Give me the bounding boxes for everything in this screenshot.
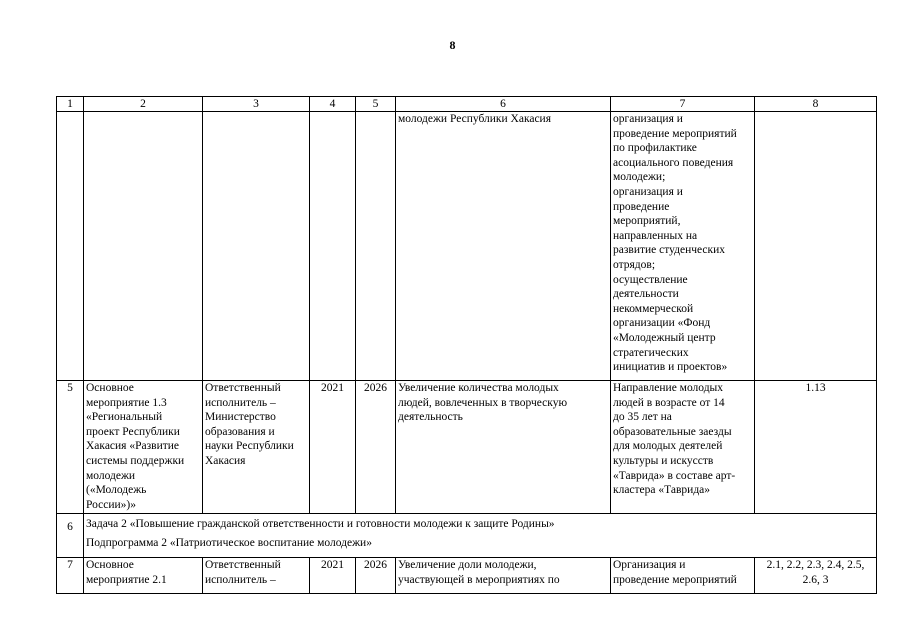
table-row-continued [57, 112, 877, 381]
cell-executor: Ответственный исполнитель – [203, 558, 310, 594]
cell-activities: Направление молодых людей в возрасте от 14 до 35 лет на образовательные заезды для молодых деятелей культуры и искусств «Таврида» в составе арт- кластера «Таврида» [611, 381, 755, 514]
table-row-7 [57, 558, 877, 594]
cell-end-year: 2026 [356, 558, 396, 594]
header-row [57, 97, 877, 112]
header-col-1: 1 [57, 97, 84, 112]
header-col-6: 6 [396, 97, 611, 112]
cell-executor: Ответственный исполнитель – Министерство образования и науки Республики Хакасия [203, 381, 310, 514]
table-row-6 [57, 514, 877, 558]
header-col-2: 2 [84, 97, 203, 112]
header-col-3: 3 [203, 97, 310, 112]
cell-expected-result: Увеличение количества молодых людей, вовлеченных в творческую деятельность [396, 381, 611, 514]
program-table [56, 96, 877, 594]
cell-activities-cont: организация и проведение мероприятий по профилактике асоциального поведения молодежи; организация и проведение мероприятий, направленных на развитие студенческих отрядов; осуществление деятельности некоммерческой организации «Фонд «Молодежный центр стратегических инициатив и проектов» [611, 112, 755, 381]
header-col-7: 7 [611, 97, 755, 112]
cell-start-year: 2021 [310, 558, 356, 594]
cell-end-year: 2026 [356, 381, 396, 514]
cell-indicators: 1.13 [755, 381, 877, 514]
task-heading [84, 514, 877, 558]
cell-measure-name: Основное мероприятие 2.1 [84, 558, 203, 594]
cell-measure-name: Основное мероприятие 1.3 «Региональный проект Республики Хакасия «Развитие системы поддержки молодежи («Молодежь России»)» [84, 381, 203, 514]
page-number: 8 [449, 38, 456, 52]
cell-indicators: 2.1, 2.2, 2.3, 2.4, 2.5, 2.6, 3 [755, 558, 877, 594]
header-col-5: 5 [356, 97, 396, 112]
task-title: Задача 2 «Повышение гражданской ответственности и готовности молодежи к защите Родины» [86, 518, 555, 530]
cell-expected-result: Увеличение доли молодежи, участвующей в мероприятиях по [396, 558, 611, 594]
row-number: 7 [57, 558, 84, 594]
subprogram-title: Подпрограмма 2 «Патриотическое воспитание молодежи» [86, 536, 372, 549]
header-col-4: 4 [310, 97, 356, 112]
header-col-8: 8 [755, 97, 877, 112]
cell-start-year: 2021 [310, 381, 356, 514]
row-number: 6 [57, 514, 84, 558]
cell-result-cont: молодежи Республики Хакасия [396, 112, 611, 381]
row-number: 5 [57, 381, 84, 514]
table-row-5 [57, 381, 877, 514]
cell-activities: Организация и проведение мероприятий [611, 558, 755, 594]
